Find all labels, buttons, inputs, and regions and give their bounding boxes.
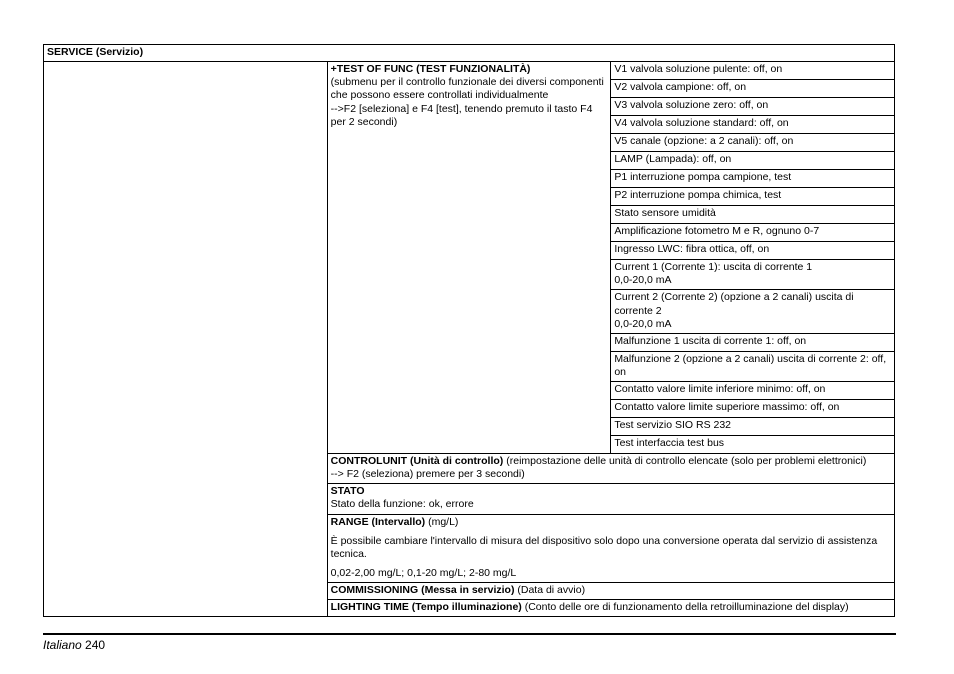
test-item: P1 interruzione pompa campione, test [611, 170, 895, 188]
test-item: V4 valvola soluzione standard: off, on [611, 116, 895, 134]
footer-language: Italiano [43, 638, 82, 652]
controlunit-rest: (reimpostazione delle unità di controllo elencate (solo per problemi elettronici) [503, 455, 867, 467]
test-func-desc-3: -->F2 [seleziona] e F4 [test], tenendo premuto il tasto F4 per 2 secondi) [330, 102, 593, 128]
test-item: Contatto valore limite inferiore minimo: off, on [611, 382, 895, 400]
lighting-title: LIGHTING TIME (Tempo illuminazione) [330, 601, 522, 614]
empty-left-column [44, 62, 328, 617]
test-item: LAMP (Lampada): off, on [611, 152, 895, 170]
test-item-line: 0,0-20,0 mA [614, 274, 672, 287]
test-item: Malfunzione 2 (opzione a 2 canali) uscita di corrente 2: off, on [611, 351, 895, 381]
test-item: V5 canale (opzione: a 2 canali): off, on [611, 134, 895, 152]
test-item: Malfunzione 1 uscita di corrente 1: off, on [611, 333, 895, 351]
test-item: Stato sensore umidità [611, 206, 895, 224]
stato-cell [327, 484, 894, 514]
test-item [611, 290, 895, 333]
commissioning-title: COMMISSIONING (Messa in servizio) [330, 584, 515, 596]
commissioning-rest: (Data di avvio) [514, 584, 586, 596]
test-item: V3 valvola soluzione zero: off, on [611, 98, 895, 116]
test-item: Amplificazione fotometro M e R, ognuno 0-7 [611, 224, 895, 242]
range-line-1 [331, 516, 891, 529]
lighting-cell [327, 600, 894, 617]
test-item-line: Current 1 (Corrente 1): uscita di corrente 1 [614, 261, 813, 274]
test-item: Ingresso LWC: fibra ottica, off, on [611, 242, 895, 260]
test-item: Contatto valore limite superiore massimo: off, on [611, 400, 895, 418]
controlunit-cell [327, 454, 894, 484]
test-item-line: 0,0-20,0 mA [614, 317, 672, 330]
test-item [611, 260, 895, 290]
controlunit-line-1 [331, 455, 891, 468]
range-cell [327, 514, 894, 583]
table-header: SERVICE (Servizio) [44, 45, 895, 62]
range-line-3: 0,02-2,00 mg/L; 0,1-20 mg/L; 2-80 mg/L [330, 566, 517, 579]
range-title: RANGE (Intervallo) [330, 515, 426, 528]
test-item: V2 valvola campione: off, on [611, 80, 895, 98]
test-func-desc-2: che possono essere controllati individualmente [330, 89, 549, 102]
range-line-2: È possibile cambiare l'intervallo di misura del dispositivo solo dopo una conversione operata dal servizio di assistenza tecnica. [330, 534, 878, 560]
lighting-rest: (Conto delle ore di funzionamento della retroilluminazione del display) [521, 601, 849, 614]
test-item: Test servizio SIO RS 232 [611, 418, 895, 436]
commissioning-cell [327, 583, 894, 600]
test-item: V1 valvola soluzione pulente: off, on [611, 62, 895, 80]
stato-title: STATO [330, 485, 365, 498]
page-number: 240 [85, 638, 106, 652]
range-rest: (mg/L) [425, 515, 459, 528]
page-footer [43, 638, 105, 653]
test-func-desc-1: (submenu per il controllo funzionale dei diversi componenti [330, 76, 604, 89]
service-menu-table [43, 44, 895, 617]
test-item: Test interfaccia test bus [611, 436, 895, 454]
test-item: P2 interruzione pompa chimica, test [611, 188, 895, 206]
footer-divider [43, 633, 896, 635]
test-func-cell [327, 62, 611, 454]
controlunit-line-2: --> F2 (seleziona) premere per 3 secondi) [330, 468, 525, 481]
test-item-line: Current 2 (Corrente 2) (opzione a 2 canali) uscita di corrente 2 [614, 291, 854, 317]
controlunit-title: CONTROLUNIT (Unità di controllo) [330, 455, 504, 467]
test-func-title: +TEST OF FUNC (TEST FUNZIONALITÀ) [330, 63, 531, 76]
stato-line-2: Stato della funzione: ok, errore [330, 498, 474, 511]
